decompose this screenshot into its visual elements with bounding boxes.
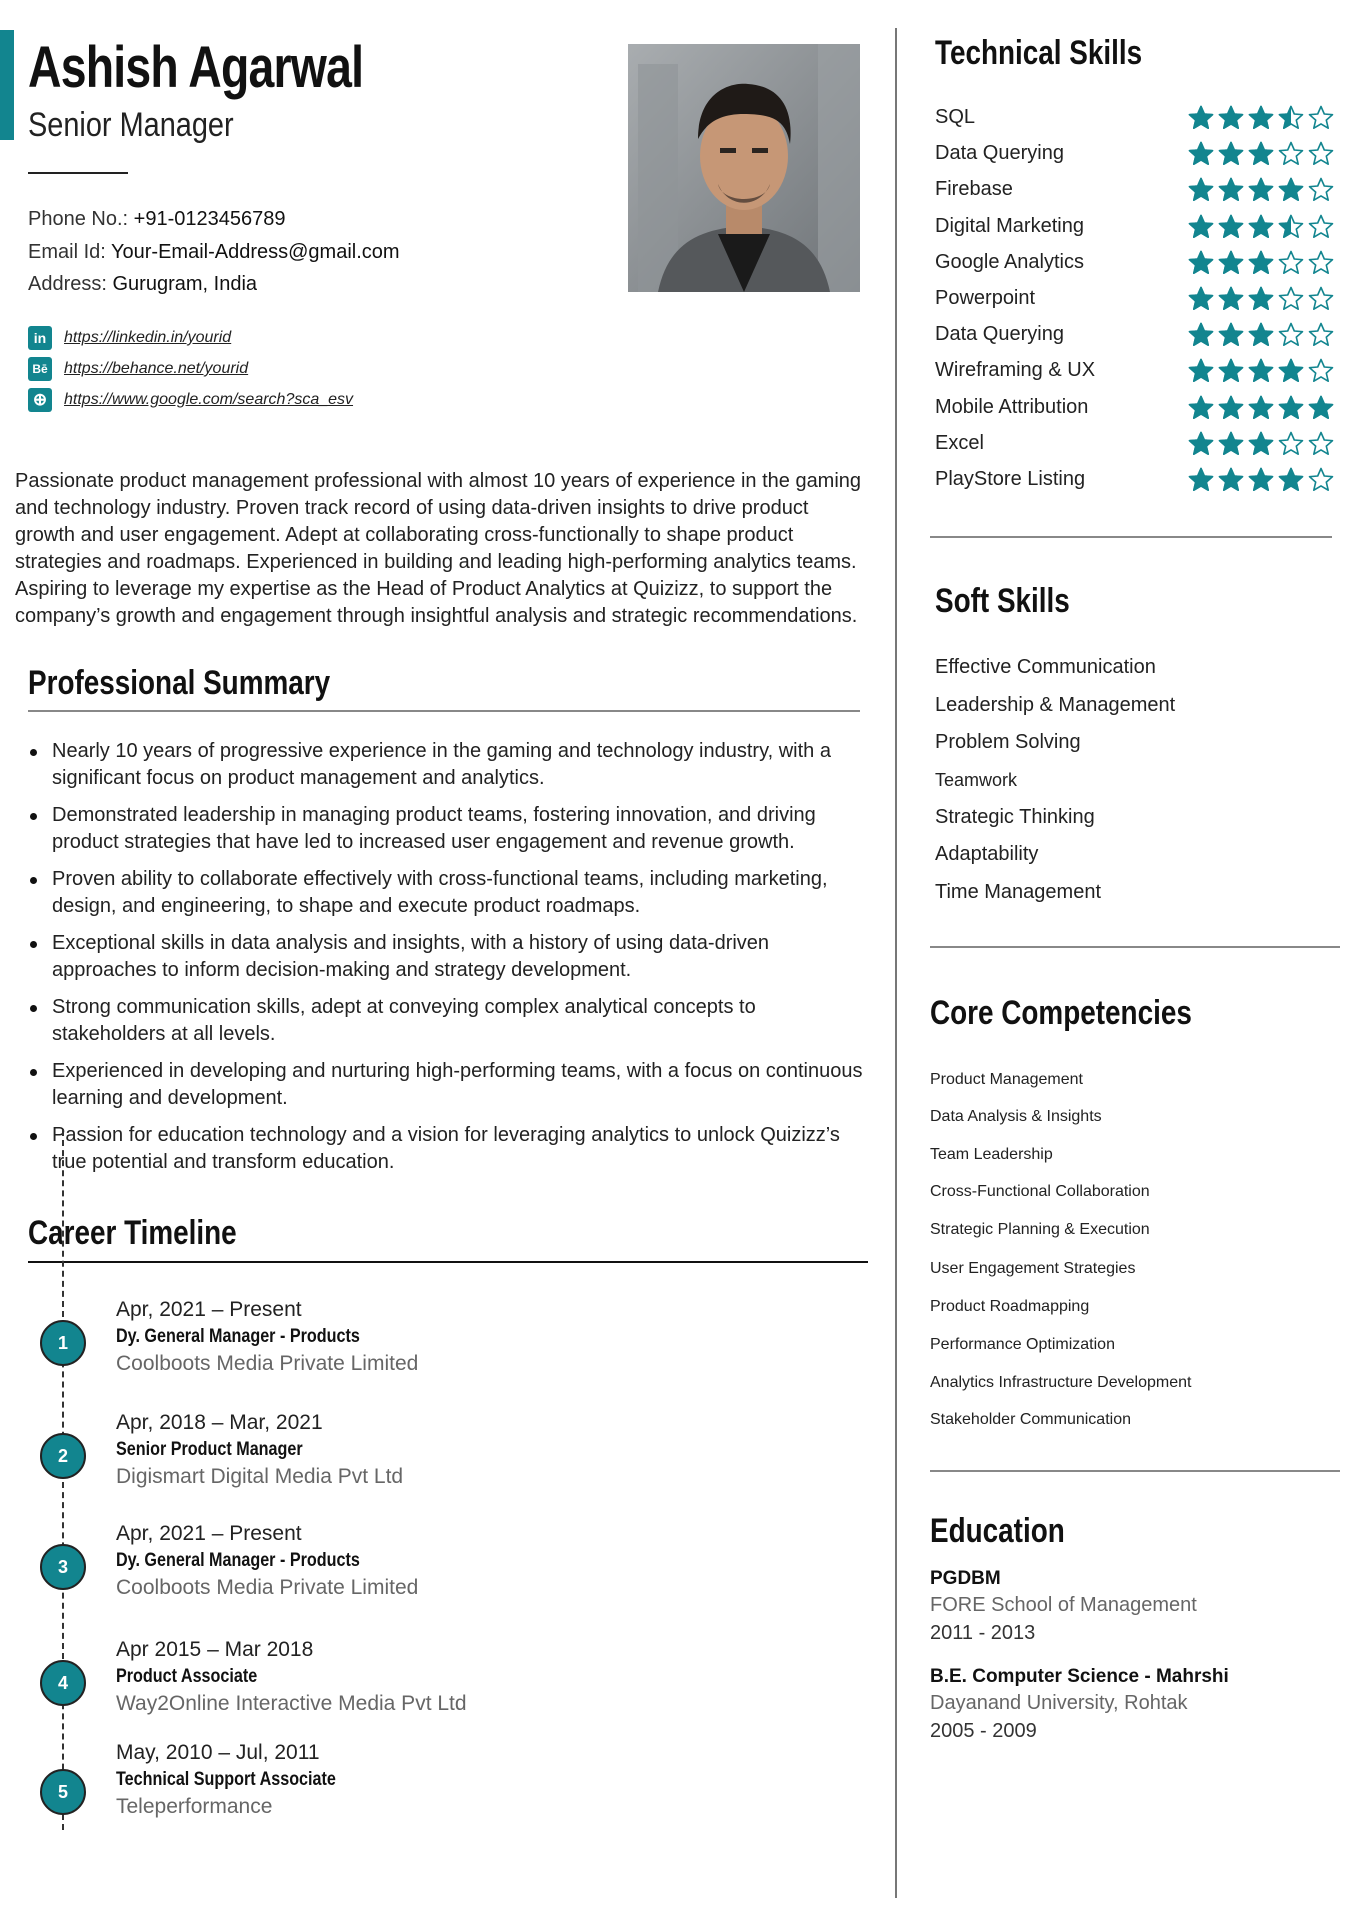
skill-name: Google Analytics [935, 251, 1084, 273]
education-years: 2011 - 2013 [930, 1622, 1036, 1644]
job-title: Senior Manager [28, 106, 234, 144]
star-full-icon [1217, 321, 1245, 349]
star-full-icon [1247, 394, 1275, 422]
star-empty-icon [1307, 213, 1335, 241]
star-empty-icon [1277, 285, 1305, 313]
column-divider [895, 28, 897, 1898]
star-full-icon [1247, 357, 1275, 385]
competency-item: Stakeholder Communication [930, 1411, 1131, 1428]
competency-item: Strategic Planning & Execution [930, 1221, 1150, 1238]
skill-name: PlayStore Listing [935, 468, 1086, 490]
star-full-icon [1247, 213, 1275, 241]
summary-list [28, 738, 868, 1186]
summary-item: Proven ability to collaborate effectively with cross-functional teams, including marketing, design, and engineering, to shape and execute product roadmaps. [28, 866, 868, 920]
timeline-role: Technical Support Associate [116, 1769, 336, 1790]
core-competencies-heading: Core Competencies [930, 994, 1192, 1032]
star-full-icon [1217, 430, 1245, 458]
star-full-icon [1217, 357, 1245, 385]
timeline-role: Dy. General Manager - Products [116, 1326, 360, 1347]
education-degree: PGDBM [930, 1568, 1001, 1589]
soft-skill-item: Time Management [935, 881, 1101, 903]
star-full-icon [1247, 176, 1275, 204]
skill-row [935, 106, 1335, 136]
star-full-icon [1187, 394, 1215, 422]
skill-row [935, 178, 1335, 208]
competency-item: Product Roadmapping [930, 1298, 1090, 1315]
timeline-marker: 1 [40, 1320, 86, 1366]
star-full-icon [1277, 466, 1305, 494]
timeline-date: Apr, 2018 – Mar, 2021 [116, 1411, 323, 1434]
soft-skill-item: Effective Communication [935, 656, 1156, 678]
star-full-icon [1217, 176, 1245, 204]
star-full-icon [1187, 104, 1215, 132]
summary-item: Passion for education technology and a vision for leveraging analytics to unlock Quizizz’s true potential and transform education. [28, 1122, 868, 1176]
star-empty-icon [1307, 430, 1335, 458]
star-empty-icon [1277, 430, 1305, 458]
star-full-icon [1277, 357, 1305, 385]
timeline-role: Dy. General Manager - Products [116, 1550, 360, 1571]
summary-item: Exceptional skills in data analysis and insights, with a history of using data-driven approaches to inform decision-making and strategy development. [28, 930, 868, 984]
star-half-icon [1277, 213, 1305, 241]
star-full-icon [1247, 466, 1275, 494]
behance-link[interactable] [28, 357, 248, 381]
star-rating [1187, 321, 1335, 349]
star-rating [1187, 466, 1335, 494]
behance-url[interactable]: https://behance.net/yourid [64, 360, 249, 377]
competency-item: Cross-Functional Collaboration [930, 1183, 1150, 1200]
skill-row [935, 323, 1335, 353]
star-rating [1187, 104, 1335, 132]
star-full-icon [1277, 176, 1305, 204]
star-full-icon [1217, 249, 1245, 277]
star-empty-icon [1277, 140, 1305, 168]
star-empty-icon [1307, 176, 1335, 204]
star-full-icon [1247, 285, 1275, 313]
star-full-icon [1217, 285, 1245, 313]
timeline-company: Coolboots Media Private Limited [116, 1352, 419, 1375]
star-empty-icon [1307, 249, 1335, 277]
skill-row [935, 468, 1335, 498]
competency-item: Team Leadership [930, 1146, 1053, 1163]
star-half-icon [1277, 104, 1305, 132]
education-school: Dayanand University, Rohtak [930, 1692, 1188, 1714]
skill-name: Wireframing & UX [935, 359, 1096, 381]
skill-name: Firebase [935, 178, 1013, 200]
summary-item: Nearly 10 years of progressive experience in the gaming and technology industry, with a significant focus on product management and analytics. [28, 738, 868, 792]
timeline-date: Apr, 2021 – Present [116, 1298, 302, 1321]
timeline-marker: 2 [40, 1433, 86, 1479]
title-divider [28, 172, 128, 174]
timeline-heading: Career Timeline [28, 1214, 237, 1252]
star-empty-icon [1307, 321, 1335, 349]
summary-item: Strong communication skills, adept at conveying complex analytical concepts to stakeholders at all levels. [28, 994, 868, 1048]
globe-icon: ⊕ [28, 388, 52, 412]
star-rating [1187, 176, 1335, 204]
timeline-rule [28, 1261, 868, 1263]
star-full-icon [1187, 430, 1215, 458]
star-rating [1187, 249, 1335, 277]
linkedin-icon: in [28, 326, 52, 350]
star-empty-icon [1307, 285, 1335, 313]
phone-line [28, 208, 285, 231]
star-full-icon [1187, 176, 1215, 204]
behance-icon: Bē [28, 357, 52, 381]
star-full-icon [1217, 466, 1245, 494]
star-full-icon [1187, 321, 1215, 349]
candidate-name: Ashish Agarwal [28, 35, 364, 100]
timeline-date: Apr 2015 – Mar 2018 [116, 1638, 314, 1661]
education-degree: B.E. Computer Science - Mahrshi [930, 1666, 1229, 1687]
timeline-entry [40, 1298, 840, 1388]
linkedin-link[interactable] [28, 326, 231, 350]
skill-name: Data Querying [935, 142, 1064, 164]
address-line [28, 273, 257, 296]
timeline-company: Teleperformance [116, 1795, 273, 1818]
star-full-icon [1247, 430, 1275, 458]
star-full-icon [1247, 104, 1275, 132]
timeline-entry [40, 1411, 840, 1501]
soft-skills-heading: Soft Skills [935, 582, 1070, 620]
star-empty-icon [1307, 140, 1335, 168]
address-value: Gurugram, India [112, 273, 258, 295]
star-full-icon [1277, 394, 1305, 422]
timeline-marker: 4 [40, 1660, 86, 1706]
skill-name: Data Querying [935, 323, 1064, 345]
soft-skill-item: Problem Solving [935, 731, 1081, 753]
email-value[interactable]: Your-Email-Address@gmail.com [111, 241, 400, 263]
education-school: FORE School of Management [930, 1594, 1197, 1616]
star-empty-icon [1307, 466, 1335, 494]
skill-name: Digital Marketing [935, 215, 1084, 237]
linkedin-url[interactable]: https://linkedin.in/yourid [64, 329, 232, 346]
competencies-rule [930, 1470, 1340, 1472]
email-line [28, 241, 400, 264]
about-paragraph: Passionate product management professional with almost 10 years of experience in the gaming and technology industry. Proven track record of using data-driven insights to drive product growth and user engagement. Adept at collaborating cross-functionally to shape product strategies and roadmaps. Experienced in building and leading high-performing analytics teams. Aspiring to leverage my expertise as the Head of Product Analytics at Quizizz, to support the company’s growth and engagement through insightful analysis and strategic recommendations. [15, 470, 862, 627]
skill-name: Powerpoint [935, 287, 1036, 309]
soft-skill-item: Adaptability [935, 843, 1039, 865]
summary-item: Demonstrated leadership in managing product teams, fostering innovation, and driving product strategies that have led to increased user engagement and revenue growth. [28, 802, 868, 856]
timeline-entry [40, 1522, 840, 1612]
star-empty-icon [1277, 249, 1305, 277]
skill-name: Mobile Attribution [935, 396, 1089, 418]
star-empty-icon [1307, 104, 1335, 132]
timeline-company: Digismart Digital Media Pvt Ltd [116, 1465, 404, 1488]
technical-skills-rule [930, 536, 1332, 538]
star-full-icon [1217, 104, 1245, 132]
timeline-entry [40, 1638, 840, 1728]
star-full-icon [1187, 285, 1215, 313]
timeline-date: May, 2010 – Jul, 2011 [116, 1741, 320, 1764]
competency-item: Data Analysis & Insights [930, 1108, 1102, 1125]
star-rating [1187, 140, 1335, 168]
phone-value: +91-0123456789 [133, 208, 286, 230]
education-heading: Education [930, 1512, 1065, 1550]
timeline-company: Way2Online Interactive Media Pvt Ltd [116, 1692, 467, 1715]
star-rating [1187, 285, 1335, 313]
skill-row [935, 142, 1335, 172]
website-url[interactable]: https://www.google.com/search?sca_esv [64, 391, 354, 408]
star-full-icon [1247, 321, 1275, 349]
profile-photo [628, 44, 860, 292]
soft-skills-rule [930, 946, 1340, 948]
skill-row [935, 432, 1335, 462]
timeline-role: Senior Product Manager [116, 1439, 303, 1460]
star-full-icon [1187, 357, 1215, 385]
summary-item: Experienced in developing and nurturing high-performing teams, with a focus on continuous learning and development. [28, 1058, 868, 1112]
star-empty-icon [1277, 321, 1305, 349]
skill-name: Excel [935, 432, 984, 454]
star-full-icon [1217, 213, 1245, 241]
star-rating [1187, 394, 1335, 422]
competency-item: Performance Optimization [930, 1336, 1115, 1353]
soft-skill-item: Leadership & Management [935, 694, 1176, 716]
phone-label: Phone No.: [28, 208, 129, 230]
accent-bar [0, 30, 14, 140]
competency-item: Product Management [930, 1071, 1083, 1088]
website-link[interactable] [28, 388, 353, 412]
star-full-icon [1247, 249, 1275, 277]
star-rating [1187, 213, 1335, 241]
skill-name: SQL [935, 106, 976, 128]
skill-row [935, 215, 1335, 245]
timeline-marker: 3 [40, 1544, 86, 1590]
star-full-icon [1217, 140, 1245, 168]
star-full-icon [1187, 466, 1215, 494]
skill-row [935, 396, 1335, 426]
skill-row [935, 359, 1335, 389]
timeline-company: Coolboots Media Private Limited [116, 1576, 419, 1599]
star-full-icon [1217, 394, 1245, 422]
star-full-icon [1187, 249, 1215, 277]
education-years: 2005 - 2009 [930, 1720, 1037, 1742]
timeline-entry [40, 1741, 840, 1831]
star-rating [1187, 357, 1335, 385]
timeline-role: Product Associate [116, 1666, 258, 1687]
soft-skill-item: Strategic Thinking [935, 806, 1095, 828]
skill-row [935, 287, 1335, 317]
soft-skill-item: Teamwork [935, 770, 1018, 790]
summary-rule [28, 710, 860, 712]
star-full-icon [1187, 140, 1215, 168]
email-label: Email Id: [28, 241, 106, 263]
summary-heading: Professional Summary [28, 664, 331, 702]
competency-item: Analytics Infrastructure Development [930, 1374, 1192, 1391]
star-full-icon [1307, 394, 1335, 422]
star-rating [1187, 430, 1335, 458]
star-full-icon [1247, 140, 1275, 168]
competency-item: User Engagement Strategies [930, 1260, 1136, 1277]
timeline-date: Apr, 2021 – Present [116, 1522, 302, 1545]
star-empty-icon [1307, 357, 1335, 385]
star-full-icon [1187, 213, 1215, 241]
skill-row [935, 251, 1335, 281]
address-label: Address: [28, 273, 107, 295]
technical-skills-heading: Technical Skills [935, 34, 1143, 72]
timeline-marker: 5 [40, 1769, 86, 1815]
